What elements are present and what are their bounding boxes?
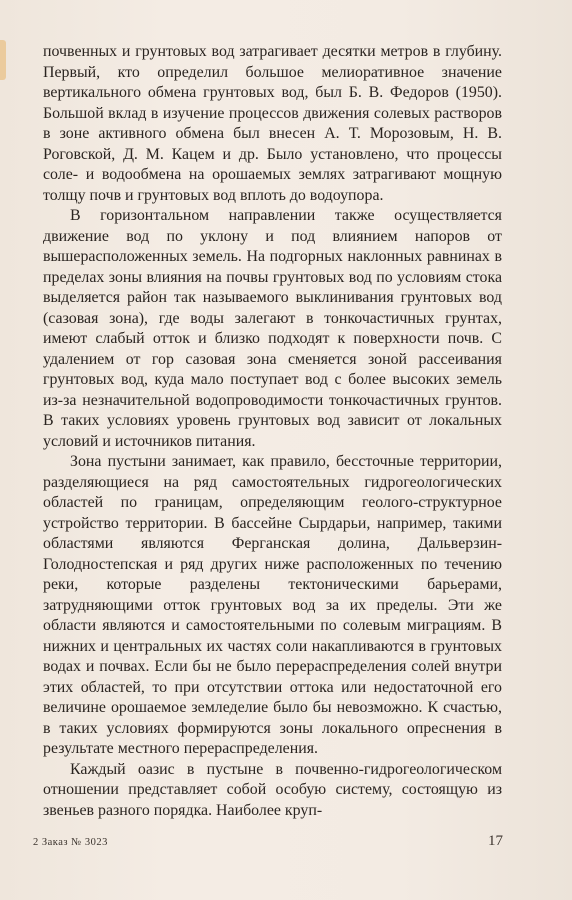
page-number: 17 (488, 833, 503, 849)
paragraph-1: почвенных и грунтовых вод затрагивает десятки метров в глубину. Первый, кто определил большое мелиоративное значение вертикального обмена грунтовых вод, был Б. В. Федоров (1950). Большой вклад в изучение процессов движения солевых растворов в зоне активного обмена был внесен А. Т. Морозовым, Н. В. Роговской, Д. М. Кацем и др. Было установлено, что процессы соле- и водообмена на орошаемых землях затрагивают мощную толщу почв и грунтовых вод вплоть до водоупора. (43, 43, 502, 204)
page-footer (33, 833, 503, 853)
body-text (43, 42, 502, 821)
paragraph-4: Каждый оазис в пустыне в почвенно-гидрогеологическом отношении представляет собой особую систему, состоящую из звеньев разного порядка. Наиболее круп- (43, 760, 502, 819)
printer-signature: 2 Заказ № 3023 (33, 837, 108, 848)
paragraph-2: В горизонтальном направлении также осуществляется движение вод по уклону и под влиянием напоров от вышерасположенных земель. На подгорных наклонных равнинах в пределах зоны влияния на почвы грунтовых вод по условиям стока выделяется район так называемого выклинивания грунтовых вод (сазовая зона), где воды залегают в тонкочастичных грунтах, имеют слабый отток и близко подходят к поверхности почв. С удалением от гор сазовая зона сменяется зоной рассеивания грунтовых вод, куда мало поступает вод с более высоких земель из-за незначительной водопроводимости тонкочастичных грунтов. В таких условиях уровень грунтовых вод зависит от локальных условий и источников питания. (43, 207, 502, 450)
paragraph-3: Зона пустыни занимает, как правило, бессточные территории, разделяющиеся на ряд самостоятельных гидрогеологических областей по границам, определяющим геолого-структурное устройство территории. В бассейне Сырдарьи, например, такими областями являются Ферганская долина, Дальверзин-Голодностепская и ряд других ниже расположенных по течению реки, которые разделены тектоническими барьерами, затрудняющими отток грунтовых вод за их пределы. Эти же области являются и самостоятельными по солевым миграциям. В нижних и центральных их частях соли накапливаются в грунтовых водах и почвах. Если бы не было перераспределения солей внутри этих областей, то при отсутствии оттока или недостаточной его величине орошаемое земледелие было бы невозможно. К счастью, в таких условиях формируются зоны локального опреснения в результате местного перераспределения. (43, 453, 502, 757)
page-edge-mark (0, 40, 6, 80)
